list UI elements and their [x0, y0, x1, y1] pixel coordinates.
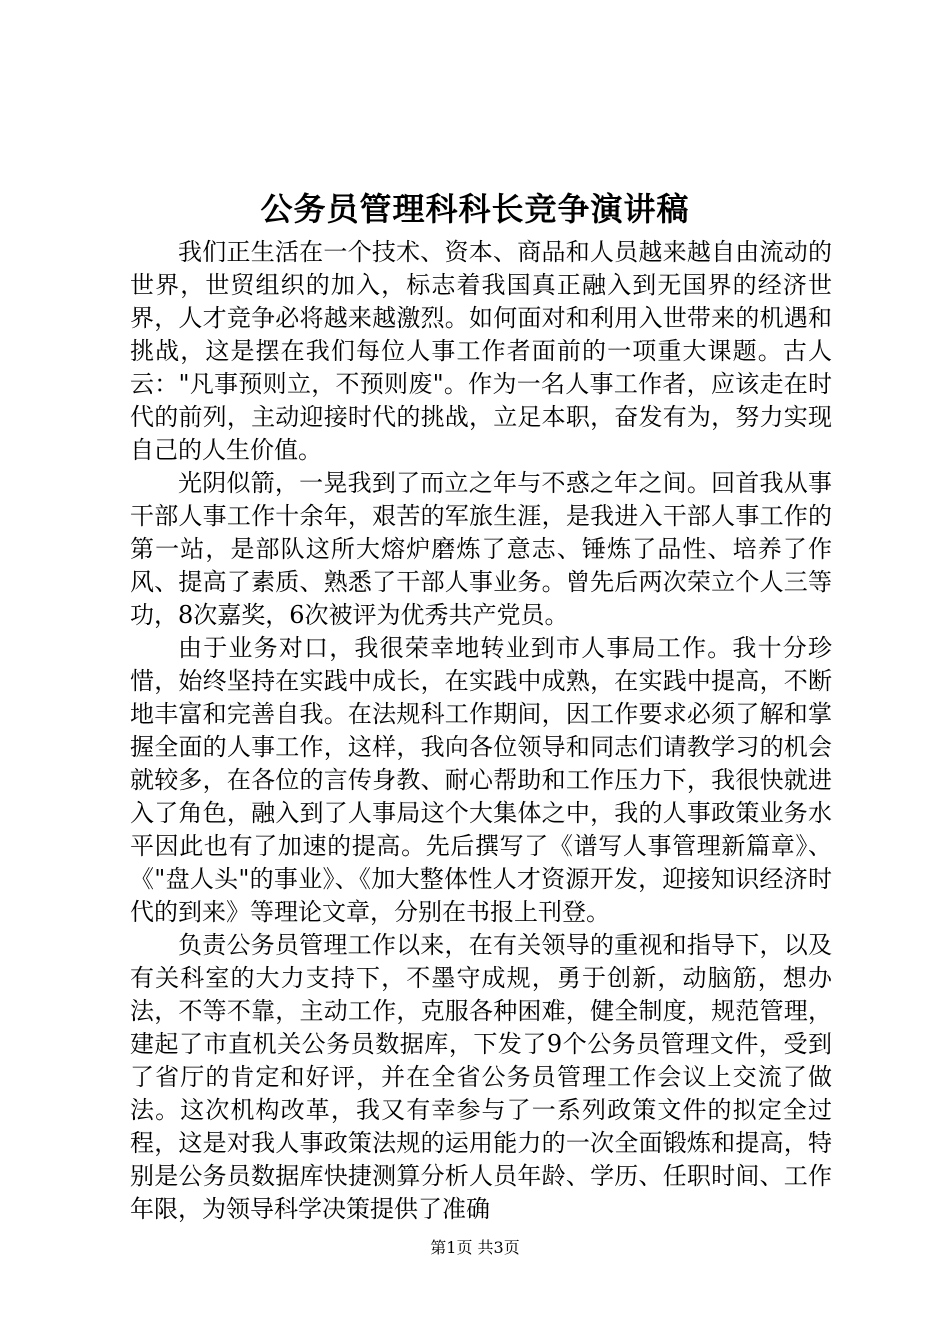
document-title: 公务员管理科科长竞争演讲稿 [260, 190, 690, 228]
paragraph-2: 光阴似箭，一晃我到了而立之年与不惑之年之间。回首我从事干部人事工作十余年，艰苦的军旅生涯，是我进入干部人事工作的第一站，是部队这所大熔炉磨炼了意志、锤炼了品性、培养了作风、提高了素质、熟悉了干部人事业务。曾先后两次荣立个人三等功，8次嘉奖，6次被评为优秀共产党员。 [130, 469, 832, 629]
document-body [130, 236, 832, 1226]
paragraph-3: 由于业务对口，我很荣幸地转业到市人事局工作。我十分珍惜，始终坚持在实践中成长，在实践中成熟，在实践中提高，不断地丰富和完善自我。在法规科工作期间，因工作要求必须了解和掌握全面的人事工作，这样，我向各位领导和同志们请教学习的机会就较多，在各位的言传身教、耐心帮助和工作压力下，我很快就进入了角色，融入到了人事局这个大集体之中，我的人事政策业务水平因此也有了加速的提高。先后撰写了《谱写人事管理新篇章》、《"盘人头"的事业》、《加大整体性人才资源开发，迎接知识经济时代的到来》等理论文章，分别在书报上刊登。 [130, 634, 832, 926]
page-footer: 第1页 共3页 [430, 1238, 520, 1257]
paragraph-4: 负责公务员管理工作以来，在有关领导的重视和指导下，以及有关科室的大力支持下，不墨守成规，勇于创新，动脑筋，想办法，不等不靠，主动工作，克服各种困难，健全制度，规范管理，建起了市直机关公务员数据库，下发了9个公务员管理文件，受到了省厅的肯定和好评，并在全省公务员管理工作会议上交流了做法。这次机构改革，我又有幸参与了一系列政策文件的拟定全过程，这是对我人事政策法规的运用能力的一次全面锻炼和提高，特别是公务员数据库快捷测算分析人员年龄、学历、任职时间、工作年限，为领导科学决策提供了准确 [130, 931, 832, 1223]
paragraph-1: 我们正生活在一个技术、资本、商品和人员越来越自由流动的世界，世贸组织的加入，标志着我国真正融入到无国界的经济世界，人才竞争必将越来越激烈。如何面对和利用入世带来的机遇和挑战，这是摆在我们每位人事工作者面前的一项重大课题。古人云："凡事预则立，不预则废"。作为一名人事工作者，应该走在时代的前列，主动迎接时代的挑战，立足本职，奋发有为，努力实现自己的人生价值。 [130, 238, 832, 464]
